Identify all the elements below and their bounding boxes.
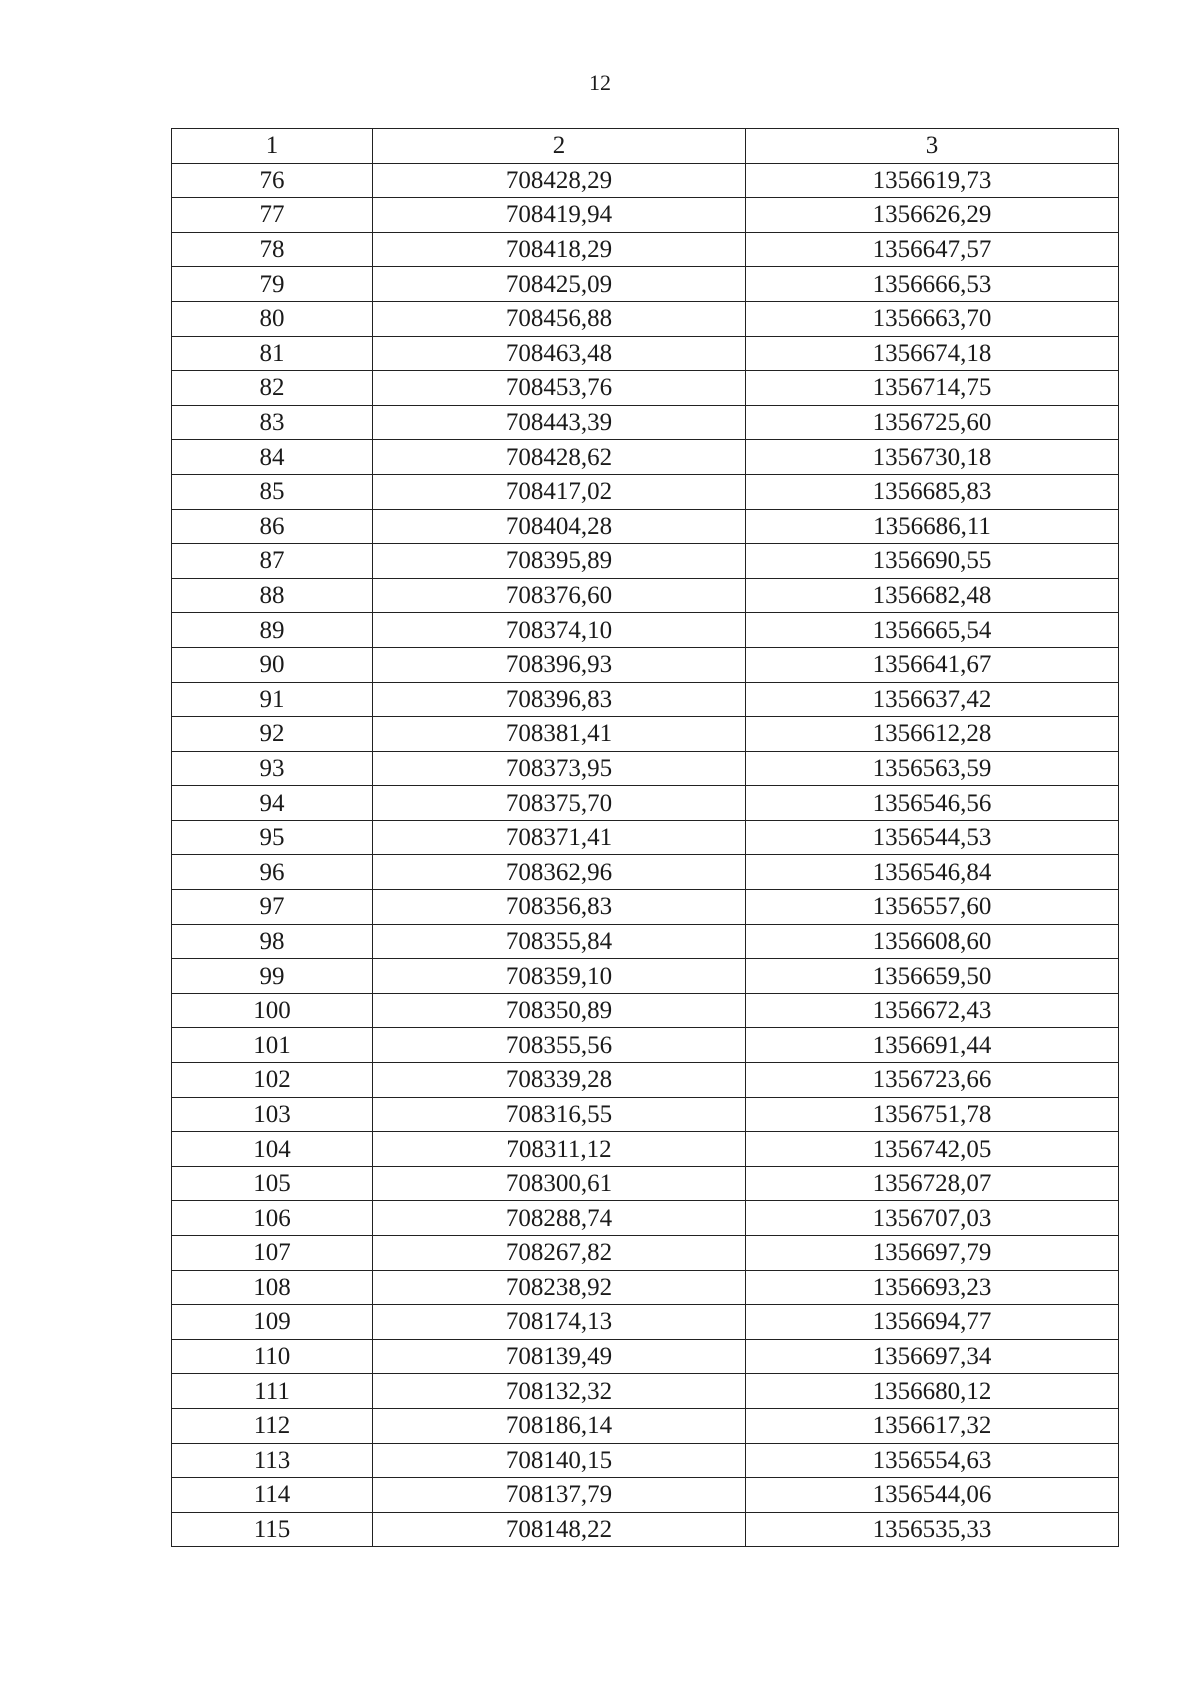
y-coordinate-cell: 1356637,42 (746, 682, 1119, 717)
y-coordinate-cell: 1356557,60 (746, 890, 1119, 925)
table-row (172, 786, 1119, 821)
point-number-cell: 101 (172, 1028, 373, 1063)
x-coordinate-cell: 708395,89 (373, 544, 746, 579)
point-number-cell: 88 (172, 578, 373, 613)
y-coordinate-cell: 1356535,33 (746, 1512, 1119, 1547)
x-coordinate-cell: 708140,15 (373, 1443, 746, 1478)
point-number-cell: 109 (172, 1305, 373, 1340)
x-coordinate-cell: 708339,28 (373, 1063, 746, 1098)
table-row (172, 751, 1119, 786)
table-row (172, 1097, 1119, 1132)
page-number: 12 (589, 70, 611, 95)
table-row (172, 544, 1119, 579)
x-coordinate-cell: 708355,56 (373, 1028, 746, 1063)
y-coordinate-cell: 1356682,48 (746, 578, 1119, 613)
y-coordinate-cell: 1356714,75 (746, 371, 1119, 406)
table-row (172, 682, 1119, 717)
point-number-cell: 110 (172, 1339, 373, 1374)
y-coordinate-cell: 1356674,18 (746, 336, 1119, 371)
y-coordinate-cell: 1356546,84 (746, 855, 1119, 890)
table-row (172, 820, 1119, 855)
table-row (172, 1305, 1119, 1340)
x-coordinate-cell: 708375,70 (373, 786, 746, 821)
x-coordinate-cell: 708355,84 (373, 924, 746, 959)
x-coordinate-cell: 708456,88 (373, 301, 746, 336)
table-row (172, 1063, 1119, 1098)
point-number-cell: 97 (172, 890, 373, 925)
y-coordinate-cell: 1356730,18 (746, 440, 1119, 475)
coordinates-table (171, 128, 1119, 1547)
table-row (172, 1374, 1119, 1409)
table-row (172, 855, 1119, 890)
x-coordinate-cell: 708396,93 (373, 647, 746, 682)
x-coordinate-cell: 708443,39 (373, 405, 746, 440)
x-coordinate-cell: 708425,09 (373, 267, 746, 302)
point-number-cell: 76 (172, 163, 373, 198)
table-row (172, 993, 1119, 1028)
point-number-cell: 115 (172, 1512, 373, 1547)
point-number-cell: 114 (172, 1478, 373, 1513)
table-row (172, 198, 1119, 233)
x-coordinate-cell: 708376,60 (373, 578, 746, 613)
table-row (172, 405, 1119, 440)
table-row (172, 1408, 1119, 1443)
y-coordinate-cell: 1356707,03 (746, 1201, 1119, 1236)
y-coordinate-cell: 1356686,11 (746, 509, 1119, 544)
y-coordinate-cell: 1356723,66 (746, 1063, 1119, 1098)
point-number-cell: 79 (172, 267, 373, 302)
y-coordinate-cell: 1356751,78 (746, 1097, 1119, 1132)
y-coordinate-cell: 1356691,44 (746, 1028, 1119, 1063)
x-coordinate-cell: 708238,92 (373, 1270, 746, 1305)
point-number-cell: 104 (172, 1132, 373, 1167)
x-coordinate-cell: 708186,14 (373, 1408, 746, 1443)
y-coordinate-cell: 1356546,56 (746, 786, 1119, 821)
table-row (172, 371, 1119, 406)
point-number-cell: 90 (172, 647, 373, 682)
point-number-cell: 103 (172, 1097, 373, 1132)
point-number-cell: 99 (172, 959, 373, 994)
y-coordinate-cell: 1356697,79 (746, 1236, 1119, 1271)
table-header-row (172, 129, 1119, 164)
x-coordinate-cell: 708396,83 (373, 682, 746, 717)
point-number-cell: 93 (172, 751, 373, 786)
y-coordinate-cell: 1356647,57 (746, 232, 1119, 267)
table-row (172, 301, 1119, 336)
y-coordinate-cell: 1356694,77 (746, 1305, 1119, 1340)
y-coordinate-cell: 1356663,70 (746, 301, 1119, 336)
table-row (172, 1132, 1119, 1167)
header-cell-3: 3 (746, 129, 1119, 164)
y-coordinate-cell: 1356554,63 (746, 1443, 1119, 1478)
x-coordinate-cell: 708371,41 (373, 820, 746, 855)
point-number-cell: 106 (172, 1201, 373, 1236)
x-coordinate-cell: 708267,82 (373, 1236, 746, 1271)
y-coordinate-cell: 1356544,06 (746, 1478, 1119, 1513)
point-number-cell: 94 (172, 786, 373, 821)
x-coordinate-cell: 708148,22 (373, 1512, 746, 1547)
x-coordinate-cell: 708300,61 (373, 1166, 746, 1201)
x-coordinate-cell: 708137,79 (373, 1478, 746, 1513)
point-number-cell: 82 (172, 371, 373, 406)
point-number-cell: 85 (172, 474, 373, 509)
x-coordinate-cell: 708132,32 (373, 1374, 746, 1409)
point-number-cell: 95 (172, 820, 373, 855)
point-number-cell: 108 (172, 1270, 373, 1305)
y-coordinate-cell: 1356690,55 (746, 544, 1119, 579)
table-row (172, 1201, 1119, 1236)
point-number-cell: 84 (172, 440, 373, 475)
table-row (172, 613, 1119, 648)
point-number-cell: 80 (172, 301, 373, 336)
x-coordinate-cell: 708453,76 (373, 371, 746, 406)
y-coordinate-cell: 1356685,83 (746, 474, 1119, 509)
x-coordinate-cell: 708419,94 (373, 198, 746, 233)
table-row (172, 717, 1119, 752)
y-coordinate-cell: 1356728,07 (746, 1166, 1119, 1201)
y-coordinate-cell: 1356563,59 (746, 751, 1119, 786)
x-coordinate-cell: 708311,12 (373, 1132, 746, 1167)
point-number-cell: 100 (172, 993, 373, 1028)
y-coordinate-cell: 1356725,60 (746, 405, 1119, 440)
y-coordinate-cell: 1356626,29 (746, 198, 1119, 233)
x-coordinate-cell: 708373,95 (373, 751, 746, 786)
y-coordinate-cell: 1356666,53 (746, 267, 1119, 302)
point-number-cell: 105 (172, 1166, 373, 1201)
table-body (172, 129, 1119, 1547)
point-number-cell: 91 (172, 682, 373, 717)
y-coordinate-cell: 1356665,54 (746, 613, 1119, 648)
table-row (172, 267, 1119, 302)
x-coordinate-cell: 708418,29 (373, 232, 746, 267)
x-coordinate-cell: 708350,89 (373, 993, 746, 1028)
x-coordinate-cell: 708359,10 (373, 959, 746, 994)
table-row (172, 578, 1119, 613)
x-coordinate-cell: 708316,55 (373, 1097, 746, 1132)
table-row (172, 647, 1119, 682)
point-number-cell: 87 (172, 544, 373, 579)
table-row (172, 1512, 1119, 1547)
table-row (172, 474, 1119, 509)
x-coordinate-cell: 708428,62 (373, 440, 746, 475)
point-number-cell: 81 (172, 336, 373, 371)
point-number-cell: 77 (172, 198, 373, 233)
table-row (172, 440, 1119, 475)
table-row (172, 1478, 1119, 1513)
x-coordinate-cell: 708356,83 (373, 890, 746, 925)
table-row (172, 1339, 1119, 1374)
y-coordinate-cell: 1356612,28 (746, 717, 1119, 752)
x-coordinate-cell: 708417,02 (373, 474, 746, 509)
x-coordinate-cell: 708374,10 (373, 613, 746, 648)
point-number-cell: 107 (172, 1236, 373, 1271)
point-number-cell: 111 (172, 1374, 373, 1409)
point-number-cell: 102 (172, 1063, 373, 1098)
y-coordinate-cell: 1356680,12 (746, 1374, 1119, 1409)
point-number-cell: 92 (172, 717, 373, 752)
x-coordinate-cell: 708381,41 (373, 717, 746, 752)
point-number-cell: 98 (172, 924, 373, 959)
point-number-cell: 112 (172, 1408, 373, 1443)
y-coordinate-cell: 1356659,50 (746, 959, 1119, 994)
x-coordinate-cell: 708463,48 (373, 336, 746, 371)
table-row (172, 1166, 1119, 1201)
y-coordinate-cell: 1356641,67 (746, 647, 1119, 682)
y-coordinate-cell: 1356544,53 (746, 820, 1119, 855)
table-row (172, 163, 1119, 198)
x-coordinate-cell: 708288,74 (373, 1201, 746, 1236)
point-number-cell: 78 (172, 232, 373, 267)
y-coordinate-cell: 1356697,34 (746, 1339, 1119, 1374)
point-number-cell: 83 (172, 405, 373, 440)
table-row (172, 1443, 1119, 1478)
x-coordinate-cell: 708428,29 (373, 163, 746, 198)
x-coordinate-cell: 708174,13 (373, 1305, 746, 1340)
point-number-cell: 89 (172, 613, 373, 648)
table-row (172, 1236, 1119, 1271)
x-coordinate-cell: 708362,96 (373, 855, 746, 890)
y-coordinate-cell: 1356693,23 (746, 1270, 1119, 1305)
table-row (172, 924, 1119, 959)
y-coordinate-cell: 1356619,73 (746, 163, 1119, 198)
point-number-cell: 86 (172, 509, 373, 544)
table-row (172, 232, 1119, 267)
y-coordinate-cell: 1356742,05 (746, 1132, 1119, 1167)
header-cell-1: 1 (172, 129, 373, 164)
table-row (172, 1028, 1119, 1063)
y-coordinate-cell: 1356617,32 (746, 1408, 1119, 1443)
table-row (172, 959, 1119, 994)
table-row (172, 1270, 1119, 1305)
table-row (172, 509, 1119, 544)
point-number-cell: 113 (172, 1443, 373, 1478)
table-row (172, 336, 1119, 371)
y-coordinate-cell: 1356608,60 (746, 924, 1119, 959)
x-coordinate-cell: 708139,49 (373, 1339, 746, 1374)
table-row (172, 890, 1119, 925)
header-cell-2: 2 (373, 129, 746, 164)
x-coordinate-cell: 708404,28 (373, 509, 746, 544)
y-coordinate-cell: 1356672,43 (746, 993, 1119, 1028)
point-number-cell: 96 (172, 855, 373, 890)
